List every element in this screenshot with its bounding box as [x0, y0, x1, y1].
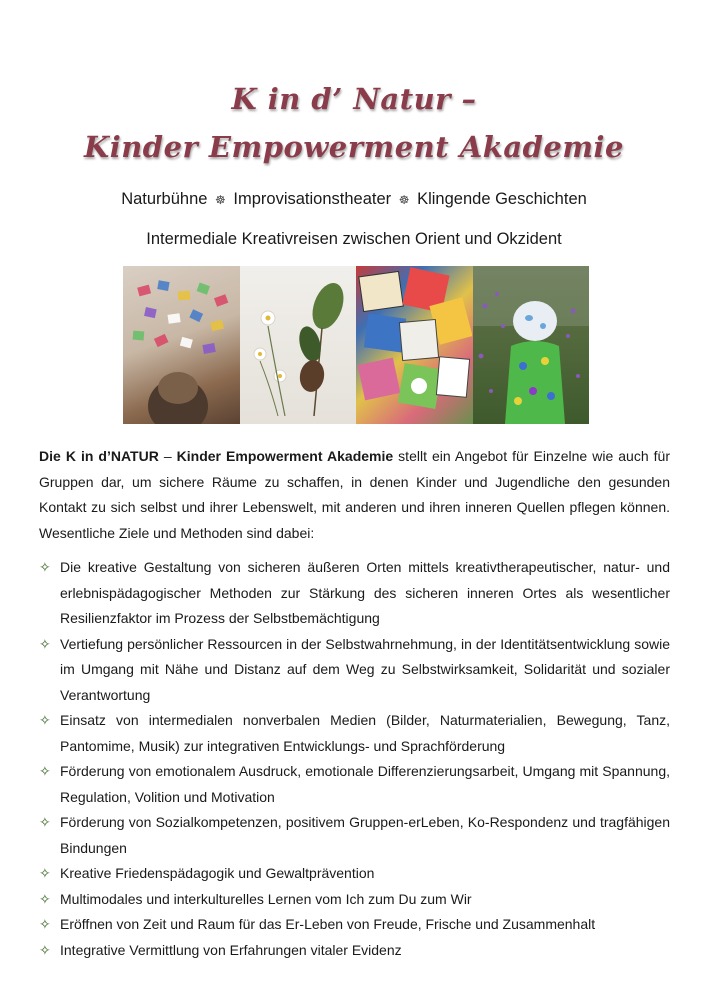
pressed-leaves-flowers-photo [240, 266, 357, 424]
list-item [39, 555, 670, 632]
list-item-text: Förderung von emotionalem Ausdruck, emotionale Differenzierungsarbeit, Umgang mit Spannung, Regulation, Volition und Motivation [60, 763, 670, 805]
photo-strip [123, 266, 589, 424]
four-point-star-outline-icon: ✧ [39, 865, 51, 881]
list-item [39, 632, 670, 709]
list-item [39, 861, 670, 887]
list-item [39, 759, 670, 810]
list-item-text: Integrative Vermittlung von Erfahrungen vitaler Evidenz [60, 941, 402, 958]
subtitle-item-improvisationstheater: Improvisationstheater [233, 190, 392, 208]
list-item [39, 708, 670, 759]
list-item-text: Eröffnen von Zeit und Raum für das Er-Leben von Freude, Frische und Zusammenhalt [60, 916, 596, 932]
list-item-text: Kreative Friedenspädagogik und Gewaltprävention [60, 865, 375, 881]
list-item-text: Vertiefung persönlicher Ressourcen in der Selbstwahrnehmung, in der Identitätsentwicklung sowie im Umgang mit Nähe und Distanz auf dem Weg zu Selbstwirksamkeit, Solidarität und sozialer Verantwortung [60, 635, 670, 703]
goals-list [39, 555, 670, 963]
list-item [39, 912, 670, 938]
intro-dash: – [158, 448, 177, 464]
four-point-star-outline-icon: ✧ [39, 814, 51, 830]
intro-academy-name: Kinder Empowerment Akademie [176, 448, 394, 464]
list-item [39, 887, 670, 913]
list-item-text: Multimodales und interkulturelles Lernen vom Ich zum Du zum Wir [60, 890, 472, 907]
four-point-star-outline-icon: ✧ [39, 890, 51, 907]
child-in-meadow-photo [473, 266, 590, 424]
list-item [39, 938, 670, 964]
list-item-text: Die kreative Gestaltung von sicheren äußeren Orten mittels kreativtherapeutischer, natur- und erlebnispädagogischer Methoden zur Stärkung des sicheren inneren Ortes als wesentlicher Resilienzfaktor im Prozess der Selbstbemächtigung [60, 559, 670, 626]
subtitle-item-naturbuehne: Naturbühne [121, 190, 208, 208]
four-point-star-outline-icon: ✧ [39, 941, 51, 958]
four-point-star-outline-icon: ✧ [39, 559, 51, 575]
subtitle-disciplines [0, 190, 708, 209]
list-item [39, 810, 670, 861]
children-craft-cards-photo [123, 266, 240, 424]
title-line-2: Kinder Empowerment Akademie [84, 130, 624, 164]
dharma-wheel-icon: ☸ [215, 193, 226, 207]
dharma-wheel-icon: ☸ [398, 193, 410, 207]
four-point-star-outline-icon: ✧ [39, 712, 51, 728]
intro-org-name: Die K in d’NATUR [39, 448, 159, 464]
list-item-text: Einsatz von intermedialen nonverbalen Medien (Bilder, Naturmaterialien, Bewegung, Tanz, Pantomime, Musik) zur integrativen Entwicklungs- und Sprachförderung [60, 712, 670, 754]
intro-text: stellt ein Angebot für Einzelne wie auch für Gruppen dar, um sichere Räume zu schaffen, in denen Kinder und Jugendliche den gesunden Kontakt zu sich selbst und ihrer Lebenswelt, mit anderen und ihren inneren Quellen pflegen können. Wesentliche Ziele und Methoden sind dabei: [39, 448, 670, 541]
title-line-1: K in d’ Natur – [231, 82, 477, 116]
colorful-painted-cards-photo [356, 266, 473, 424]
subtitle-tagline: Intermediale Kreativreisen zwischen Orient und Okzident [146, 230, 562, 248]
four-point-star-outline-icon: ✧ [39, 635, 51, 652]
four-point-star-outline-icon: ✧ [39, 916, 51, 932]
four-point-star-outline-icon: ✧ [39, 763, 51, 779]
subtitle-item-klingende-geschichten: Klingende Geschichten [417, 190, 587, 208]
list-item-text: Förderung von Sozialkompetenzen, positivem Gruppen-erLeben, Ko-Respondenz und tragfähigen Bindungen [60, 814, 670, 856]
intro-paragraph [39, 444, 670, 546]
